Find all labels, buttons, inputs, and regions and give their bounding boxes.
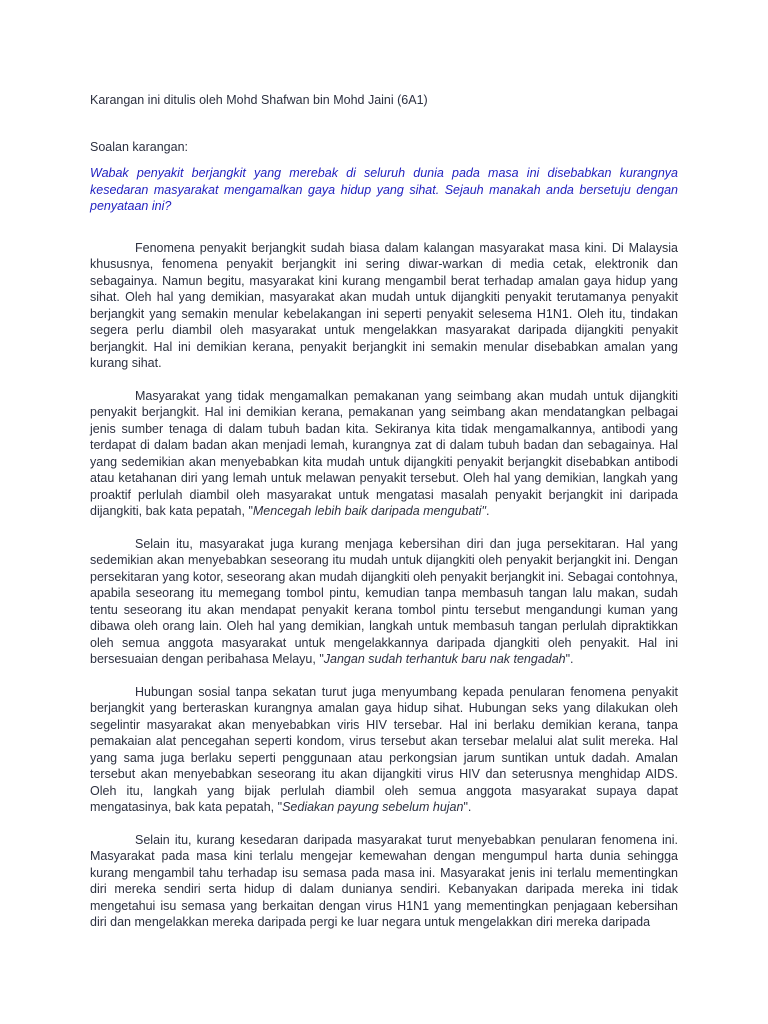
question-label: Soalan karangan: — [90, 139, 188, 154]
paragraph-2-text: Masyarakat yang tidak mengamalkan pemakanan yang seimbang akan mudah untuk dijangkiti penyakit berjangkit. Hal ini demikian kerana, pemakanan yang seimbang akan mendatangkan pelbagai jenis sumber tenaga di dalam tubuh badan kita. Sekiranya kita tidak mengamalkannya, antibodi yang terdapat di dalam badan akan menjadi lemah, kurangnya zat di dalam tubuh badan dan sebagainya. Hal yang sedemikian akan menyebabkan kita mudah untuk dijangkiti penyakit berjangkit disebabkan antibodi atau ketahanan diri yang lemah untuk melawan penyakit tersebut. Oleh hal yang demikian, langkah yang proaktif perlulah diambil oleh masyarakat untuk mengatasi masalah penyakit berjangkit ini daripada dijangkiti, bak kata pepatah, " — [90, 388, 678, 518]
paragraph-3-end: ". — [565, 652, 574, 666]
paragraph-5: Selain itu, kurang kesedaran daripada masyarakat turut menyebabkan penularan fenomena ini. Masyarakat pada masa kini terlalu mengejar kemewahan dengan mengumpul harta dunia sehingga kurang mengambil tahu terhadap isu semasa pada masa ini. Masyarakat jenis ini terlalu mementingkan diri mereka sendiri serta hidup di dalam dunianya sendiri. Kebanyakan daripada mereka ini tidak mengetahui isu semasa yang berkaitan dengan virus H1N1 yang mementingkan penjagaan kebersihan diri dan mengelakkan mereka daripada pergi ke luar negara untuk mengelakkan diri mereka daripada — [90, 832, 678, 929]
question-text: Wabak penyakit berjangkit yang merebak di seluruh dunia pada masa ini disebabkan kurangnya kesedaran masyarakat mengamalkan gaya hidup yang sihat. Sejauh manakah anda bersetuju dengan penyataan ini? — [90, 166, 678, 213]
paragraph-1: Fenomena penyakit berjangkit sudah biasa dalam kalangan masyarakat masa kini. Di Malaysia khususnya, fenomena penyakit berjangkit ini sering diwar-warkan di media cetak, elektronik dan sebagainya. Namun begitu, masyarakat kini kurang mengambil berat terhadap amalan gaya hidup yang sihat. Oleh hal yang demikian, masyarakat akan mudah untuk dijangkiti penyakit terutamanya penyakit berjangkit yang semakin menular kebelakangan ini seperti penyakit selesema H1N1. Oleh itu, tindakan segera perlu diambil oleh masyarakat untuk mengelakkan masyarakat daripada dijangkiti penyakit berjangkit. Hal ini demikian kerana, penyakit berjangkit ini semakin menular disebabkan amalan yang kurang sihat. — [90, 240, 678, 370]
paragraph-4 — [90, 684, 678, 816]
paragraph-4-quote: Sediakan payung sebelum hujan — [282, 800, 464, 814]
author-line: Karangan ini ditulis oleh Mohd Shafwan bin Mohd Jaini (6A1) — [90, 93, 428, 107]
paragraph-2 — [90, 388, 678, 520]
paragraph-2-end: . — [485, 504, 490, 518]
paragraph-3-quote: Jangan sudah terhantuk baru nak tengadah — [323, 652, 566, 666]
paragraph-4-text: Hubungan sosial tanpa sekatan turut juga menyumbang kepada penularan fenomena penyakit berjangkit yang berteraskan kurangnya amalan gaya hidup sihat. Hubungan seks yang dilakukan oleh segelintir masyarakat akan menyebabkan viris HIV tersebar. Hal ini berlaku demikian kerana, tanpa pemakaian alat pencegahan seperti kondom, virus tersebut akan tersebar melalui alat sulit mereka. Hal yang sama juga berlaku seperti penggunaan atau perkongsian jarum suntikan untuk dadah. Amalan tersebut akan menyebabkan seseorang itu akan dijangkiti virus HIV dan seterusnya menghidap AIDS. Oleh itu, langkah yang bijak perlulah diambil oleh semua anggota masyarakat supaya dapat mengatasinya, bak kata pepatah, " — [90, 684, 678, 814]
paragraph-3-text: Selain itu, masyarakat juga kurang menjaga kebersihan diri dan juga persekitaran. Hal yang sedemikian akan menyebabkan seseorang itu mudah untuk dijangkiti oleh penyakit berjangkit ini. Dengan persekitaran yang kotor, seseorang akan mudah dijangkiti oleh penyakit berjangkit ini. Sebagai contohnya, apabila seseorang itu memegang tombol pintu, kemudian tanpa membasuh tangan lalu makan, sudah tentu seseorang itu akan mendapat penyakit kerana tombol pintu tersebut mengandungi kuman yang dibawa oleh orang lain. Oleh hal yang demikian, langkah untuk membasuh tangan perlulah dipraktikkan oleh semua anggota masyarakat untuk mengelakkannya daripada djangkiti oleh penyakit. Hal ini bersesuaian dengan peribahasa Melayu, " — [90, 536, 678, 666]
paragraph-3 — [90, 536, 678, 668]
paragraph-4-end: ". — [463, 800, 472, 814]
paragraph-2-quote: Mencegah lebih baik daripada mengubati" — [252, 504, 486, 518]
